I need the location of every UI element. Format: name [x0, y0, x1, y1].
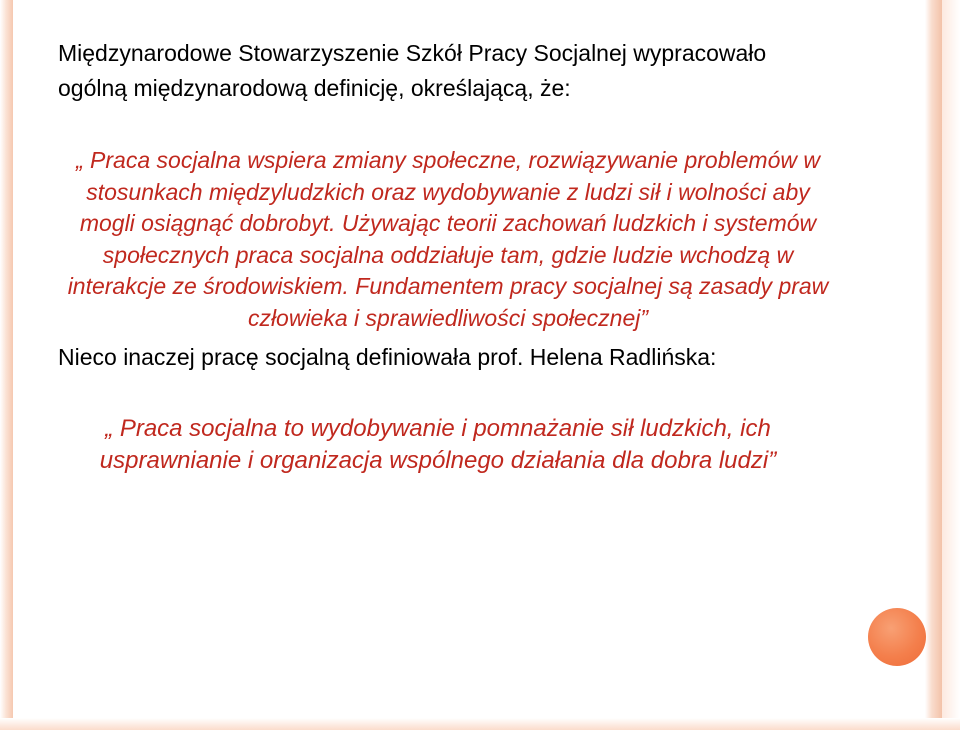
left-border-decoration	[0, 0, 13, 730]
right-border-inner-decoration	[942, 0, 960, 730]
definition-quote-radlinska: „ Praca socjalna to wydobywanie i pomnażanie sił ludzkich, ich usprawnianie i organizacja wspólnego działania dla dobra ludzi”	[99, 415, 777, 474]
accent-circle-decoration	[868, 608, 926, 666]
definition-quote-iassw: „ Praca socjalna wspiera zmiany społeczne, rozwiązywanie problemów w stosunkach międzyludzkich oraz wydobywanie z ludzi sił i wolności aby mogli osiągnąć dobrobyt. Używając teorii zachowań ludzkich i systemów społecznych praca socjalna oddziałuje tam, gdzie ludzie wchodzą w interakcje ze środowiskiem. Fundamentem pracy socjalnej są zasady praw człowieka i sprawiedliwości społecznej”	[67, 147, 829, 331]
intro-paragraph: Międzynarodowe Stowarzyszenie Szkół Pracy Socjalnej wypracowało ogólną międzynarodową definicję, określającą, że:	[58, 40, 767, 101]
radlinska-intro-paragraph: Nieco inaczej pracę socjalną definiowała prof. Helena Radlińska:	[58, 344, 717, 370]
bottom-border-decoration	[0, 718, 960, 730]
right-border-decoration	[925, 0, 942, 730]
slide-content	[58, 36, 838, 477]
